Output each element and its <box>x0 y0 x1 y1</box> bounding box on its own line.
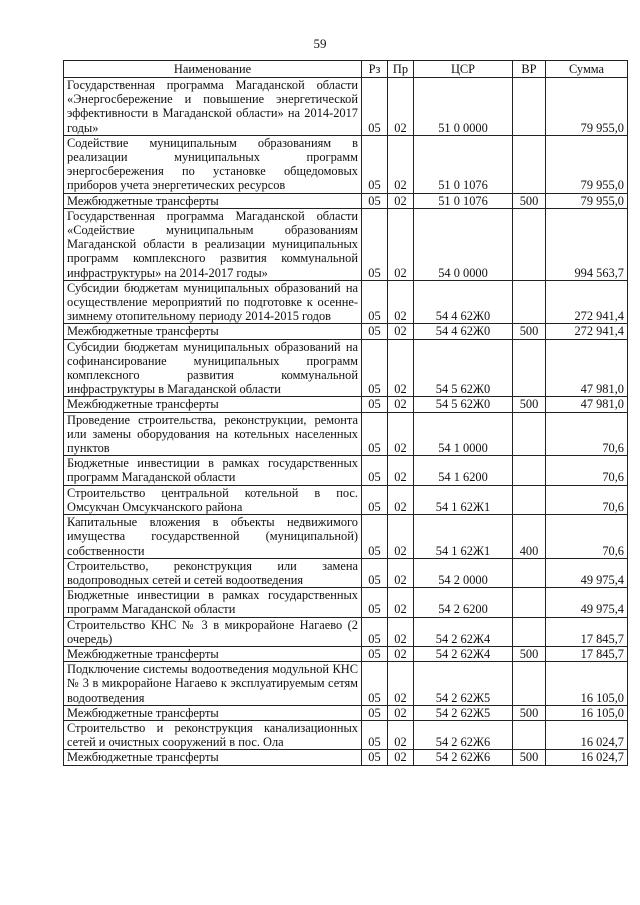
row-csr: 51 0 0000 <box>414 78 513 136</box>
row-vr <box>513 662 546 706</box>
row-sum: 70,6 <box>546 412 628 456</box>
row-name: Субсидии бюджетам муниципальных образований на осуществление мероприятий по подготовке к осенне-зимнему отопительному периоду 2014-2015 годов <box>64 280 362 324</box>
row-pr: 02 <box>388 662 414 706</box>
table-row <box>64 705 628 720</box>
row-name: Проведение строительства, реконструкции, ремонта или замены оборудования на котельных населенных пунктов <box>64 412 362 456</box>
row-pr: 02 <box>388 324 414 339</box>
row-vr <box>513 339 546 397</box>
budget-table <box>63 60 628 766</box>
table-row <box>64 720 628 749</box>
row-pr: 02 <box>388 646 414 661</box>
row-sum: 16 105,0 <box>546 705 628 720</box>
row-sum: 70,6 <box>546 456 628 485</box>
row-vr <box>513 485 546 514</box>
header-name: Наименование <box>64 61 362 78</box>
row-rz: 05 <box>362 135 388 193</box>
row-csr: 51 0 1076 <box>414 135 513 193</box>
row-sum: 47 981,0 <box>546 397 628 412</box>
row-name: Бюджетные инвестиции в рамках государственных программ Магаданской области <box>64 588 362 617</box>
row-vr <box>513 412 546 456</box>
row-vr: 500 <box>513 324 546 339</box>
row-rz: 05 <box>362 280 388 324</box>
row-csr: 54 1 62Ж1 <box>414 485 513 514</box>
row-name: Государственная программа Магаданской области «Содействие муниципальным образованиям Магаданской области в реализации муниципальных программ комплексного развития коммунальной инфраструктуры» на 2014-2017 годы» <box>64 208 362 280</box>
row-name: Содействие муниципальным образованиям в реализации муниципальных программ энергосбережения по установке общедомовых приборов учета энергетических ресурсов <box>64 135 362 193</box>
row-csr: 54 1 6200 <box>414 456 513 485</box>
row-name: Межбюджетные трансферты <box>64 193 362 208</box>
row-pr: 02 <box>388 135 414 193</box>
header-rz: Рз <box>362 61 388 78</box>
row-rz: 05 <box>362 588 388 617</box>
row-rz: 05 <box>362 720 388 749</box>
row-pr: 02 <box>388 720 414 749</box>
row-sum: 272 941,4 <box>546 280 628 324</box>
header-csr: ЦСР <box>414 61 513 78</box>
table-row <box>64 456 628 485</box>
row-name: Бюджетные инвестиции в рамках государственных программ Магаданской области <box>64 456 362 485</box>
table-row <box>64 412 628 456</box>
row-vr: 500 <box>513 646 546 661</box>
row-sum: 17 845,7 <box>546 646 628 661</box>
row-sum: 49 975,4 <box>546 588 628 617</box>
row-csr: 54 1 0000 <box>414 412 513 456</box>
row-csr: 54 2 62Ж4 <box>414 646 513 661</box>
row-vr <box>513 78 546 136</box>
row-name: Строительство, реконструкция или замена водопроводных сетей и сетей водоотведения <box>64 558 362 587</box>
row-name: Капитальные вложения в объекты недвижимого имущества государственной (муниципальной) собственности <box>64 515 362 559</box>
header-sum: Сумма <box>546 61 628 78</box>
row-pr: 02 <box>388 485 414 514</box>
table-row <box>64 208 628 280</box>
row-csr: 54 2 62Ж6 <box>414 750 513 765</box>
row-csr: 54 4 62Ж0 <box>414 280 513 324</box>
row-name: Межбюджетные трансферты <box>64 324 362 339</box>
header-vr: ВР <box>513 61 546 78</box>
header-pr: Пр <box>388 61 414 78</box>
row-rz: 05 <box>362 558 388 587</box>
row-sum: 79 955,0 <box>546 193 628 208</box>
row-vr <box>513 280 546 324</box>
row-vr: 500 <box>513 397 546 412</box>
row-sum: 79 955,0 <box>546 135 628 193</box>
row-name: Межбюджетные трансферты <box>64 750 362 765</box>
row-rz: 05 <box>362 412 388 456</box>
row-vr <box>513 558 546 587</box>
row-sum: 49 975,4 <box>546 558 628 587</box>
row-rz: 05 <box>362 617 388 646</box>
row-name: Строительство и реконструкция канализационных сетей и очистных сооружений в пос. Ола <box>64 720 362 749</box>
row-rz: 05 <box>362 208 388 280</box>
row-name: Межбюджетные трансферты <box>64 705 362 720</box>
row-vr <box>513 720 546 749</box>
row-name: Строительство центральной котельной в пос. Омсукчан Омсукчанского района <box>64 485 362 514</box>
row-csr: 54 2 6200 <box>414 588 513 617</box>
row-rz: 05 <box>362 397 388 412</box>
row-name: Подключение системы водоотведения модульной КНС № 3 в микрорайоне Нагаево к эксплуатируемым сетям водоотведения <box>64 662 362 706</box>
table-row <box>64 617 628 646</box>
table-row <box>64 515 628 559</box>
row-pr: 02 <box>388 339 414 397</box>
table-row <box>64 750 628 765</box>
row-sum: 994 563,7 <box>546 208 628 280</box>
row-pr: 02 <box>388 588 414 617</box>
row-name: Межбюджетные трансферты <box>64 397 362 412</box>
row-csr: 54 5 62Ж0 <box>414 397 513 412</box>
page-number: 59 <box>313 36 327 51</box>
table-row <box>64 588 628 617</box>
row-csr: 54 2 62Ж4 <box>414 617 513 646</box>
row-pr: 02 <box>388 456 414 485</box>
row-vr <box>513 456 546 485</box>
row-vr: 500 <box>513 750 546 765</box>
row-vr: 500 <box>513 193 546 208</box>
row-pr: 02 <box>388 397 414 412</box>
row-csr: 54 2 0000 <box>414 558 513 587</box>
row-name: Субсидии бюджетам муниципальных образований на софинансирование муниципальных программ комплексного развития коммунальной инфраструктуры в Магаданской области <box>64 339 362 397</box>
row-pr: 02 <box>388 750 414 765</box>
row-rz: 05 <box>362 662 388 706</box>
row-rz: 05 <box>362 78 388 136</box>
row-pr: 02 <box>388 558 414 587</box>
table-row <box>64 324 628 339</box>
row-name: Межбюджетные трансферты <box>64 646 362 661</box>
row-sum: 70,6 <box>546 485 628 514</box>
row-sum: 70,6 <box>546 515 628 559</box>
table-row <box>64 280 628 324</box>
row-rz: 05 <box>362 456 388 485</box>
row-pr: 02 <box>388 515 414 559</box>
row-pr: 02 <box>388 705 414 720</box>
row-vr <box>513 135 546 193</box>
table-row <box>64 558 628 587</box>
row-name: Государственная программа Магаданской области «Энергосбережение и повышение энергетической эффективности в Магаданской области» на 2014-2017 годы» <box>64 78 362 136</box>
row-sum: 16 024,7 <box>546 750 628 765</box>
row-pr: 02 <box>388 193 414 208</box>
row-rz: 05 <box>362 515 388 559</box>
row-rz: 05 <box>362 646 388 661</box>
row-rz: 05 <box>362 324 388 339</box>
table-row <box>64 485 628 514</box>
row-rz: 05 <box>362 750 388 765</box>
row-pr: 02 <box>388 78 414 136</box>
table-row <box>64 193 628 208</box>
row-vr <box>513 617 546 646</box>
row-sum: 16 024,7 <box>546 720 628 749</box>
row-sum: 79 955,0 <box>546 78 628 136</box>
table-row <box>64 78 628 136</box>
row-csr: 54 0 0000 <box>414 208 513 280</box>
row-rz: 05 <box>362 705 388 720</box>
row-sum: 16 105,0 <box>546 662 628 706</box>
row-rz: 05 <box>362 485 388 514</box>
row-pr: 02 <box>388 280 414 324</box>
row-pr: 02 <box>388 617 414 646</box>
row-rz: 05 <box>362 193 388 208</box>
row-rz: 05 <box>362 339 388 397</box>
table-row <box>64 135 628 193</box>
row-sum: 272 941,4 <box>546 324 628 339</box>
table-row <box>64 397 628 412</box>
row-csr: 54 2 62Ж5 <box>414 662 513 706</box>
row-name: Строительство КНС № 3 в микрорайоне Нагаево (2 очередь) <box>64 617 362 646</box>
row-sum: 47 981,0 <box>546 339 628 397</box>
row-sum: 17 845,7 <box>546 617 628 646</box>
row-vr <box>513 208 546 280</box>
row-csr: 54 4 62Ж0 <box>414 324 513 339</box>
row-vr: 400 <box>513 515 546 559</box>
row-csr: 51 0 1076 <box>414 193 513 208</box>
table-row <box>64 662 628 706</box>
row-csr: 54 1 62Ж1 <box>414 515 513 559</box>
row-pr: 02 <box>388 208 414 280</box>
table-row <box>64 646 628 661</box>
row-csr: 54 2 62Ж6 <box>414 720 513 749</box>
row-pr: 02 <box>388 412 414 456</box>
table-row <box>64 339 628 397</box>
row-vr <box>513 588 546 617</box>
row-csr: 54 5 62Ж0 <box>414 339 513 397</box>
row-csr: 54 2 62Ж5 <box>414 705 513 720</box>
table-header-row <box>64 61 628 78</box>
row-vr: 500 <box>513 705 546 720</box>
